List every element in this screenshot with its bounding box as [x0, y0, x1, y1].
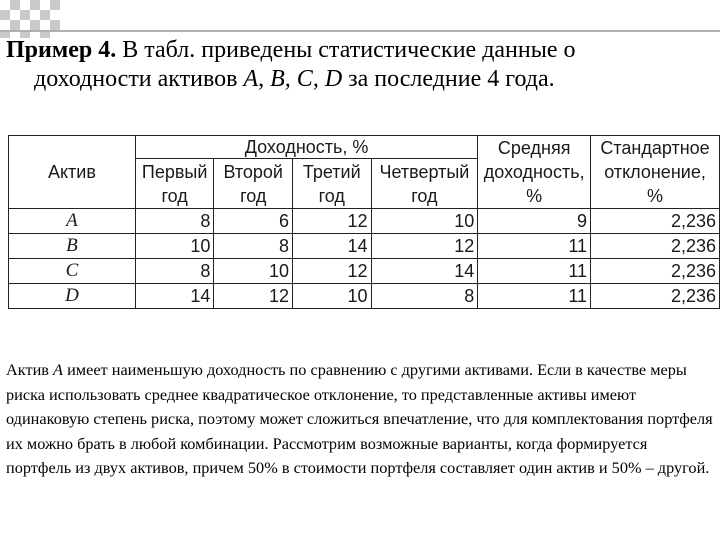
cell-avg: 11	[478, 259, 591, 284]
header-year-4: Четвертый год	[371, 159, 478, 209]
example-label: Пример 4.	[6, 37, 117, 63]
table-row	[9, 259, 720, 284]
example-heading	[6, 36, 711, 94]
cell-std: 2,236	[591, 259, 720, 284]
heading-line2-prefix: доходности активов	[34, 66, 244, 92]
header-year-3: Третий год	[292, 159, 371, 209]
header-returns: Доходность, %	[135, 136, 477, 159]
cell-std: 2,236	[591, 284, 720, 309]
cell-year-2: 6	[214, 209, 293, 234]
cell-year-4: 14	[371, 259, 478, 284]
cell-asset: C	[9, 259, 136, 284]
cell-asset: B	[9, 234, 136, 259]
heading-line2	[6, 65, 711, 94]
cell-year-3: 10	[292, 284, 371, 309]
cell-std: 2,236	[591, 209, 720, 234]
cell-year-1: 14	[135, 284, 214, 309]
cell-avg: 11	[478, 234, 591, 259]
cell-year-4: 8	[371, 284, 478, 309]
header-std-deviation: Стандартное отклонение, %	[591, 136, 720, 209]
para-start: Актив	[6, 360, 54, 379]
cell-avg: 9	[478, 209, 591, 234]
cell-year-1: 8	[135, 259, 214, 284]
table-header-row	[9, 136, 720, 159]
para-rest: имеет наименьшую доходность по сравнению с другими активами. Если в качестве меры риска использовать среднее квадратическое отклонение, то представленные активы имеют одинаковую степень риска, поэтому может сложиться впечатление, что для комплектования портфеля их можно брать в любой комбинации. Рассмотрим возможные варианты, когда формируется портфель из двух активов, причем 50% в стоимости портфеля составляет один актив и 50% – другой.	[6, 360, 713, 478]
heading-line2-suffix: за последние 4 года.	[342, 66, 555, 92]
cell-year-3: 14	[292, 234, 371, 259]
cell-year-4: 12	[371, 234, 478, 259]
cell-year-4: 10	[371, 209, 478, 234]
table-row	[9, 234, 720, 259]
cell-year-3: 12	[292, 209, 371, 234]
table-row	[9, 209, 720, 234]
cell-year-1: 8	[135, 209, 214, 234]
cell-asset: A	[9, 209, 136, 234]
heading-assets: A, B, C, D	[243, 66, 343, 92]
header-avg-return: Средняя доходность, %	[478, 136, 591, 209]
returns-table	[8, 135, 720, 309]
cell-avg: 11	[478, 284, 591, 309]
cell-year-2: 8	[214, 234, 293, 259]
explanation-paragraph	[6, 358, 714, 481]
heading-line1: В табл. приведены статистические данные о	[116, 37, 576, 63]
cell-year-1: 10	[135, 234, 214, 259]
cell-year-2: 10	[214, 259, 293, 284]
title-divider	[0, 30, 720, 32]
header-asset: Актив	[9, 136, 136, 209]
cell-year-3: 12	[292, 259, 371, 284]
cell-asset: D	[9, 284, 136, 309]
para-asset: A	[53, 360, 63, 379]
decorative-checker-pattern	[0, 0, 60, 38]
header-year-2: Второй год	[214, 159, 293, 209]
header-year-1: Первый год	[135, 159, 214, 209]
cell-std: 2,236	[591, 234, 720, 259]
table-row	[9, 284, 720, 309]
cell-year-2: 12	[214, 284, 293, 309]
